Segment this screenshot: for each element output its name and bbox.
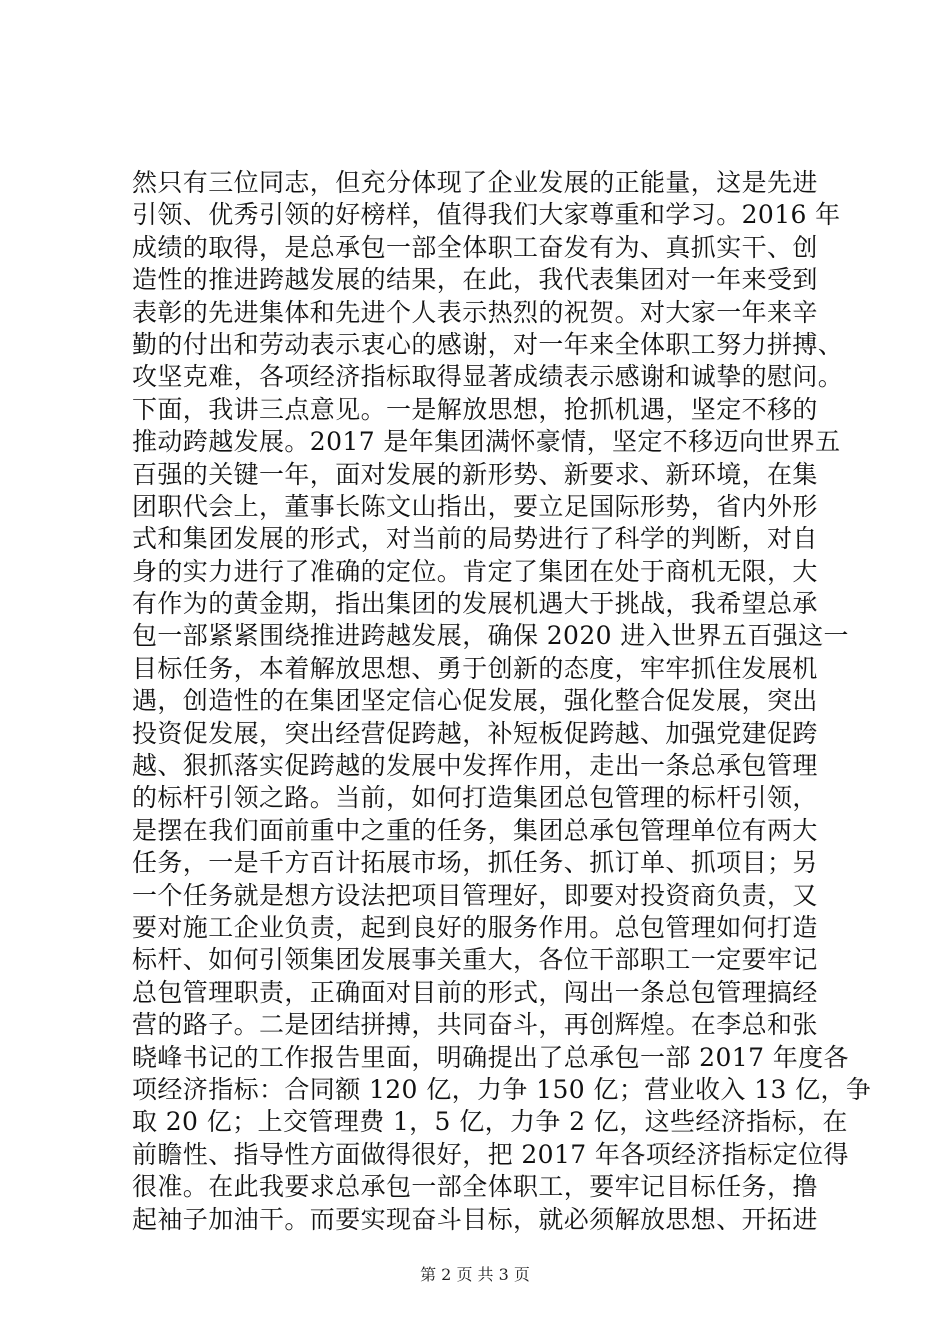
text-line: 下面，我讲三点意见。一是解放思想，抢抓机遇，坚定不移的	[132, 394, 818, 424]
text-line: 然只有三位同志，但充分体现了企业发展的正能量，这是先进	[132, 168, 818, 197]
text-line: 是摆在我们面前重中之重的任务，集团总承包管理单位有两大	[132, 815, 818, 845]
text-line: 团职代会上，董事长陈文山指出，要立足国际形势，省内外形	[132, 491, 818, 521]
text-line: 表彰的先进集体和先进个人表示热烈的祝贺。对大家一年来辛	[132, 297, 818, 327]
text-line: 的标杆引领之路。当前，如何打造集团总包管理的标杆引领，	[132, 783, 818, 813]
text-line: 晓峰书记的工作报告里面，明确提出了总承包一部 2017 年度各	[132, 1042, 849, 1072]
text-line: 越、狠抓落实促跨越的发展中发挥作用，走出一条总承包管理	[132, 751, 818, 781]
text-line: 身的实力进行了准确的定位。肯定了集团在处于商机无限，大	[132, 556, 818, 586]
text-line: 前瞻性、指导性方面做得很好，把 2017 年各项经济指标定位得	[132, 1139, 849, 1169]
text-line: 起袖子加油干。而要实现奋斗目标，就必须解放思想、开拓进	[132, 1204, 818, 1234]
text-line: 一个任务就是想方设法把项目管理好，即要对投资商负责，又	[132, 880, 818, 910]
text-line: 营的路子。二是团结拼搏，共同奋斗，再创辉煌。在李总和张	[132, 1010, 818, 1040]
text-line: 有作为的黄金期，指出集团的发展机遇大于挑战，我希望总承	[132, 589, 818, 619]
text-line: 成绩的取得，是总承包一部全体职工奋发有为、真抓实干、创	[132, 232, 818, 262]
body-paragraph	[132, 167, 872, 1236]
text-line: 式和集团发展的形式，对当前的局势进行了科学的判断，对自	[132, 524, 818, 554]
text-line: 任务，一是千方百计拓展市场，抓任务、抓订单、抓项目；另	[132, 848, 818, 878]
text-line: 项经济指标：合同额 120 亿，力争 150 亿；营业收入 13 亿，争	[132, 1074, 872, 1104]
text-line: 要对施工企业负责，起到良好的服务作用。总包管理如何打造	[132, 912, 818, 942]
text-line: 投资促发展，突出经营促跨越，补短板促跨越、加强党建促跨	[132, 718, 818, 748]
text-line: 引领、优秀引领的好榜样，值得我们大家尊重和学习。2016 年	[132, 200, 841, 230]
text-line: 包一部紧紧围绕推进跨越发展，确保 2020 进入世界五百强这一	[132, 621, 849, 651]
page-footer	[0, 1265, 950, 1285]
text-line: 遇，创造性的在集团坚定信心促发展，强化整合促发展，突出	[132, 686, 818, 716]
text-line: 攻坚克难，各项经济指标取得显著成绩表示感谢和诚挚的慰问。	[132, 362, 844, 392]
text-line: 造性的推进跨越发展的结果，在此，我代表集团对一年来受到	[132, 265, 818, 295]
text-line: 推动跨越发展。2017 是年集团满怀豪情，坚定不移迈向世界五	[132, 427, 841, 457]
text-line: 取 20 亿；上交管理费 1，5 亿，力争 2 亿，这些经济指标，在	[132, 1107, 848, 1137]
text-line: 百强的关键一年，面对发展的新形势、新要求、新环境，在集	[132, 459, 818, 489]
text-line: 总包管理职责，正确面对目前的形式，闯出一条总包管理搞经	[132, 977, 818, 1007]
text-line: 目标任务，本着解放思想、勇于创新的态度，牢牢抓住发展机	[132, 653, 818, 683]
text-line: 很准。在此我要求总承包一部全体职工，要牢记目标任务，撸	[132, 1172, 818, 1202]
text-line: 勤的付出和劳动表示衷心的感谢，对一年来全体职工努力拼搏、	[132, 329, 844, 359]
page-number: 第 2 页 共 3 页	[420, 1265, 530, 1284]
text-line: 标杆、如何引领集团发展事关重大，各位干部职工一定要牢记	[132, 945, 818, 975]
